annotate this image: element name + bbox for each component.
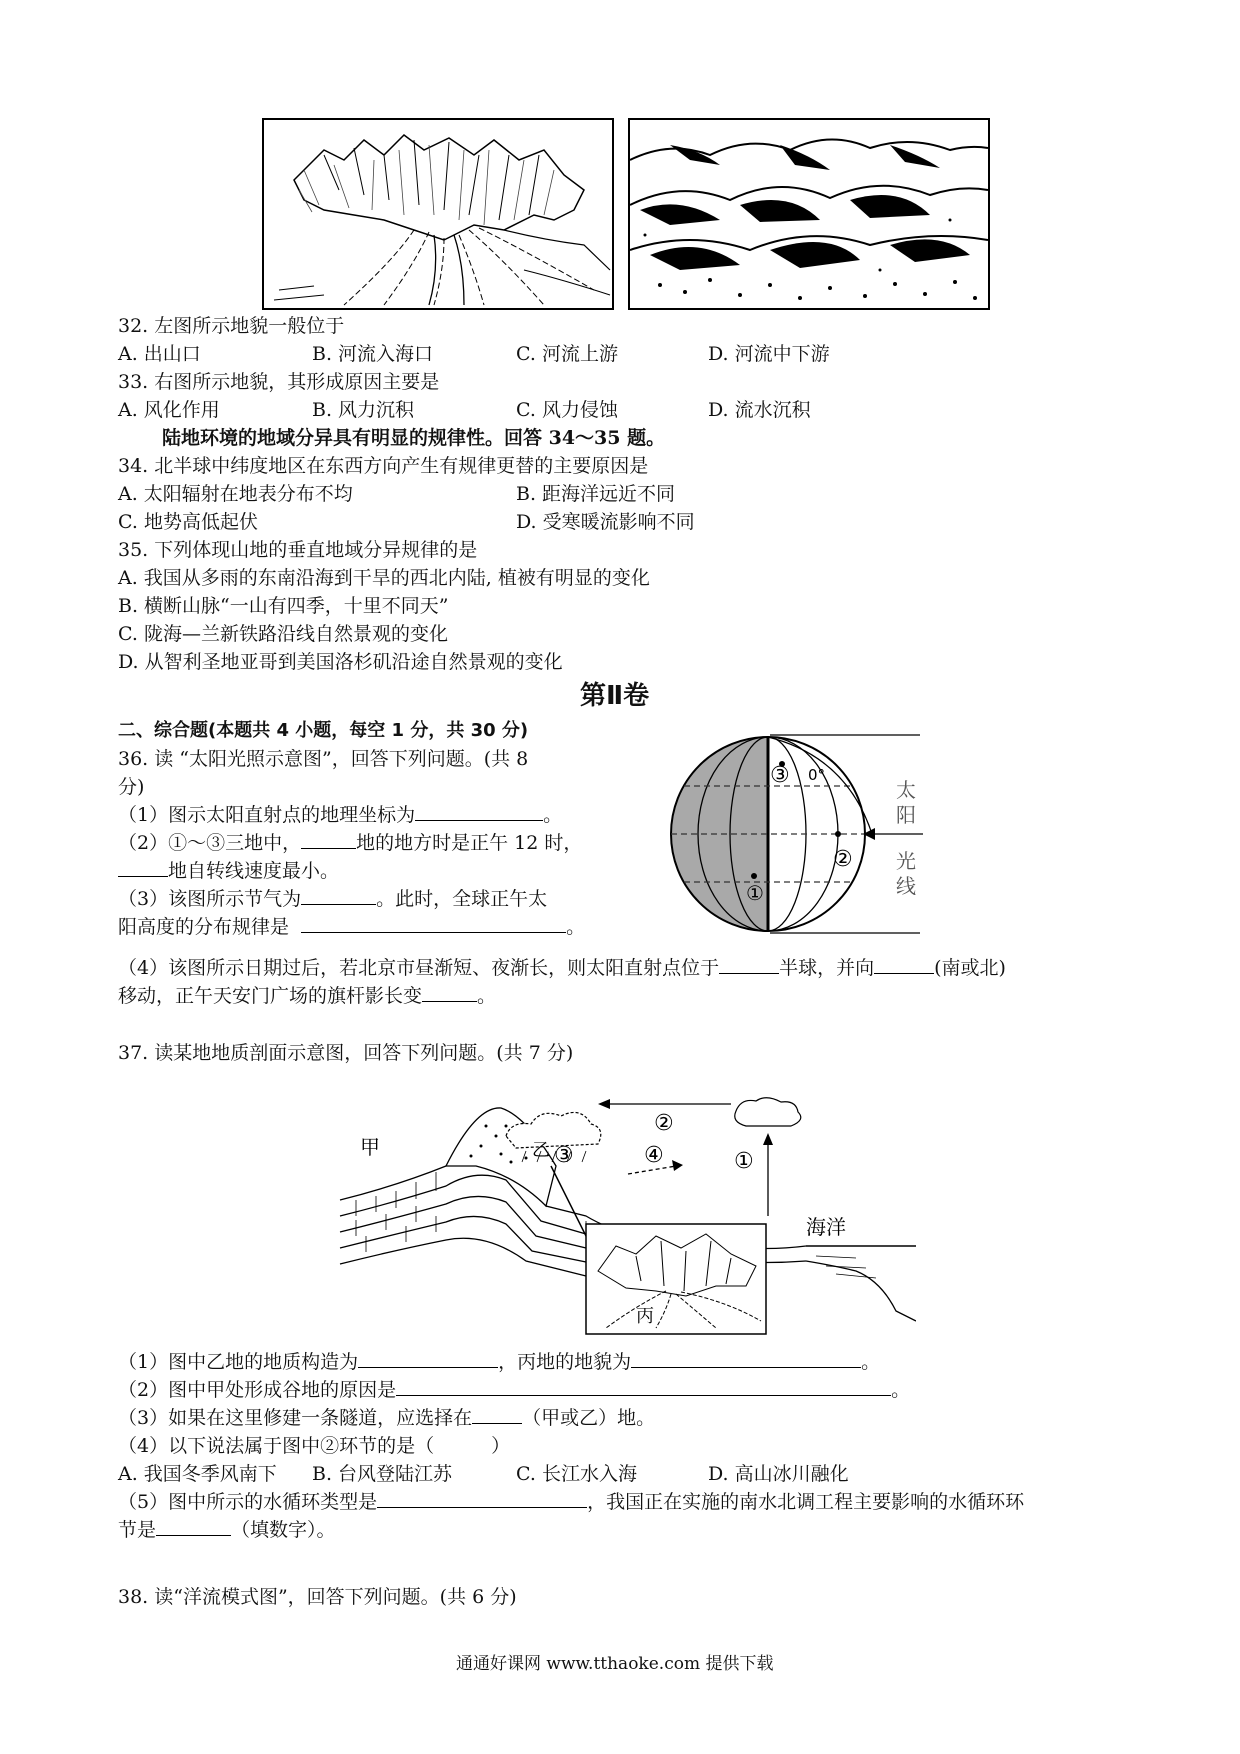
q37-option-c: C. 长江水入海 (516, 1463, 637, 1485)
q37-p5-text-c: 节是 (118, 1519, 157, 1541)
q33-option-d: D. 流水沉积 (708, 399, 811, 421)
q37-part3 (118, 1405, 655, 1431)
q37-part4: （4）以下说法属于图中②环节的是（ ） (118, 1435, 511, 1457)
q36-p1-end: 。 (543, 804, 563, 826)
point-1-marker (751, 873, 757, 879)
sand-dune-drawing (630, 120, 988, 308)
q37-part2 (118, 1377, 910, 1403)
q37-option-b: B. 台风登陆江苏 (312, 1463, 453, 1485)
label-yi: 乙 (532, 1140, 550, 1161)
sand-dune-figure (628, 118, 990, 310)
q36-part1 (118, 802, 562, 828)
q36-p3-answer-blank-1[interactable] (301, 886, 376, 905)
sea-hatching (816, 1256, 876, 1278)
q36-p3-text-b: 。此时，全球正午太 (376, 888, 548, 910)
q34-option-b: B. 距海洋远近不同 (516, 483, 676, 505)
q36-stem-line2: 分) (118, 776, 145, 798)
q36-part2-cont (118, 858, 339, 884)
q34-option-d: D. 受寒暖流影响不同 (516, 511, 695, 533)
q35-option-d: D. 从智利圣地亚哥到美国洛杉矶沿途自然景观的变化 (118, 651, 563, 673)
q36-p4-text-b: 半球，并向 (779, 957, 875, 979)
q33-option-b: B. 风力沉积 (312, 399, 415, 421)
q37-p1-end: 。 (861, 1351, 881, 1373)
arrow-1-head (763, 1133, 773, 1145)
label-cycle-3: ③ (554, 1143, 574, 1168)
q36-p2-text-c: 地自转线速度最小。 (168, 860, 340, 882)
point-2-marker (835, 831, 841, 837)
q35-option-c: C. 陇海—兰新铁路沿线自然景观的变化 (118, 623, 448, 645)
q37-p2-text-a: （2）图中甲处形成谷地的原因是 (118, 1379, 397, 1401)
section2-title: 二、综合题(本题共 4 小题，每空 1 分，共 30 分) (118, 720, 529, 741)
q37-stem: 37. 读某地地质剖面示意图，回答下列问题。(共 7 分) (118, 1042, 574, 1064)
label-cycle-4: ④ (644, 1143, 664, 1168)
q36-part4 (118, 955, 1006, 981)
q37-p5-text-d: （填数字）。 (231, 1519, 336, 1541)
q36-p4-answer-blank-3[interactable] (422, 983, 477, 1002)
q32-option-c: C. 河流上游 (516, 343, 618, 365)
q36-p4-answer-blank-2[interactable] (874, 955, 934, 974)
q36-part2 (118, 830, 582, 856)
q37-p3-text-b: （甲或乙）地。 (522, 1407, 656, 1429)
q36-p4-text-d: 移动，正午天安门广场的旗杆影长变 (118, 985, 423, 1007)
q36-p3-text-c: 阳高度的分布规律是 (118, 916, 290, 938)
sea-cloud (735, 1098, 801, 1126)
volume-title: 第Ⅱ卷 (580, 681, 650, 711)
continental-shelf (806, 1261, 916, 1321)
q36-p1-text: （1）图示太阳直射点的地理坐标为 (118, 804, 416, 826)
sun-label-char-1: 太 (896, 778, 916, 802)
q37-p5-answer-blank-2[interactable] (156, 1517, 231, 1536)
q32-stem: 32. 左图所示地貌一般位于 (118, 315, 345, 337)
q36-p3-answer-blank-2[interactable] (301, 914, 566, 933)
sunlight-globe-diagram (658, 722, 940, 948)
q35-stem: 35. 下列体现山地的垂直地域分异规律的是 (118, 539, 478, 561)
q37-option-a: A. 我国冬季风南下 (118, 1463, 277, 1485)
zero-degree-label: 0° (808, 766, 826, 784)
q37-p2-answer-blank[interactable] (396, 1377, 891, 1396)
q36-p4-answer-blank-1[interactable] (719, 955, 779, 974)
q37-p5-answer-blank-1[interactable] (377, 1489, 587, 1508)
q37-option-d: D. 高山冰川融化 (708, 1463, 849, 1485)
point-1-label: ① (746, 881, 764, 905)
q37-part5 (118, 1489, 1024, 1515)
q36-p4-text-c: (南或北) (934, 957, 1006, 979)
q36-p2-text-a: （2）①～③三地中， (118, 832, 302, 854)
q36-p4-end: 。 (477, 985, 497, 1007)
q36-p2-answer-blank-2[interactable] (118, 858, 168, 877)
q37-part5-cont (118, 1517, 336, 1543)
q36-p2-text-b: 地的地方时是正午 12 时， (356, 832, 583, 854)
label-jia: 甲 (360, 1135, 380, 1159)
q34-option-c: C. 地势高低起伏 (118, 511, 258, 533)
q36-p1-answer-blank[interactable] (415, 802, 543, 821)
q33-option-c: C. 风力侵蚀 (516, 399, 618, 421)
arrow-2-head (598, 1099, 610, 1109)
q36-p4-text-a: （4）该图所示日期过后，若北京市昼渐短、夜渐长，则太阳直射点位于 (118, 957, 720, 979)
sun-label-char-4: 线 (896, 874, 916, 898)
q33-option-a: A. 风化作用 (118, 399, 220, 421)
q36-p2-answer-blank-1[interactable] (301, 830, 356, 849)
q32-option-b: B. 河流入海口 (312, 343, 434, 365)
geologic-section-diagram (336, 1096, 916, 1338)
q32-option-d: D. 河流中下游 (708, 343, 830, 365)
q37-p5-text-a: （5）图中所示的水循环类型是 (118, 1491, 378, 1513)
q37-p3-answer-blank[interactable] (472, 1405, 522, 1424)
q36-p3-end: 。 (566, 916, 586, 938)
label-cycle-1: ① (734, 1149, 754, 1174)
q35-option-a: A. 我国从多雨的东南沿海到干旱的西北内陆, 植被有明显的变化 (118, 567, 650, 589)
q37-part1 (118, 1349, 880, 1375)
point-3-label: ③ (770, 763, 790, 788)
label-ocean: 海洋 (806, 1215, 846, 1239)
page-footer: 通通好课网 www.tthaoke.com 提供下载 (456, 1654, 774, 1674)
q37-p3-text-a: （3）如果在这里修建一条隧道，应选择在 (118, 1407, 473, 1429)
sun-label-char-3: 光 (896, 849, 916, 873)
alluvial-fan-drawing (264, 120, 612, 308)
arrow-4-head (672, 1160, 683, 1171)
sun-label-char-2: 阳 (896, 803, 916, 827)
q36-part3 (118, 886, 547, 912)
q32-option-a: A. 出山口 (118, 343, 201, 365)
point-2-label: ② (833, 847, 853, 872)
label-bing: 丙 (636, 1306, 654, 1327)
q34-option-a: A. 太阳辐射在地表分布不均 (118, 483, 353, 505)
inset-box (586, 1224, 766, 1334)
q36-stem-line1: 36. 读 “太阳光照示意图”，回答下列问题。(共 8 (118, 748, 529, 770)
q37-p5-text-b: ，我国正在实施的南水北调工程主要影响的水循环环 (587, 1491, 1025, 1513)
q37-p1-text-b: ，丙地的地貌为 (498, 1351, 632, 1373)
alluvial-fan-figure (262, 118, 614, 310)
q38-stem: 38. 读“洋流模式图”，回答下列问题。(共 6 分) (118, 1586, 517, 1608)
q35-option-b: B. 横断山脉“一山有四季，十里不同天” (118, 595, 449, 617)
q36-part4-cont (118, 983, 496, 1009)
q37-p2-end: 。 (891, 1379, 911, 1401)
q33-stem: 33. 右图所示地貌，其形成原因主要是 (118, 371, 440, 393)
q37-p1-text-a: （1）图中乙地的地质构造为 (118, 1351, 359, 1373)
q34-stem: 34. 北半球中纬度地区在东西方向产生有规律更替的主要原因是 (118, 455, 649, 477)
q36-p3-text-a: （3）该图所示节气为 (118, 888, 302, 910)
q37-p1-answer-blank-1[interactable] (358, 1349, 498, 1368)
q36-part3-cont (118, 914, 585, 940)
label-cycle-2: ② (654, 1111, 674, 1136)
q37-p1-answer-blank-2[interactable] (631, 1349, 861, 1368)
group-intro-34-35: 陆地环境的地域分异具有明显的规律性。回答 34～35 题。 (162, 427, 666, 449)
